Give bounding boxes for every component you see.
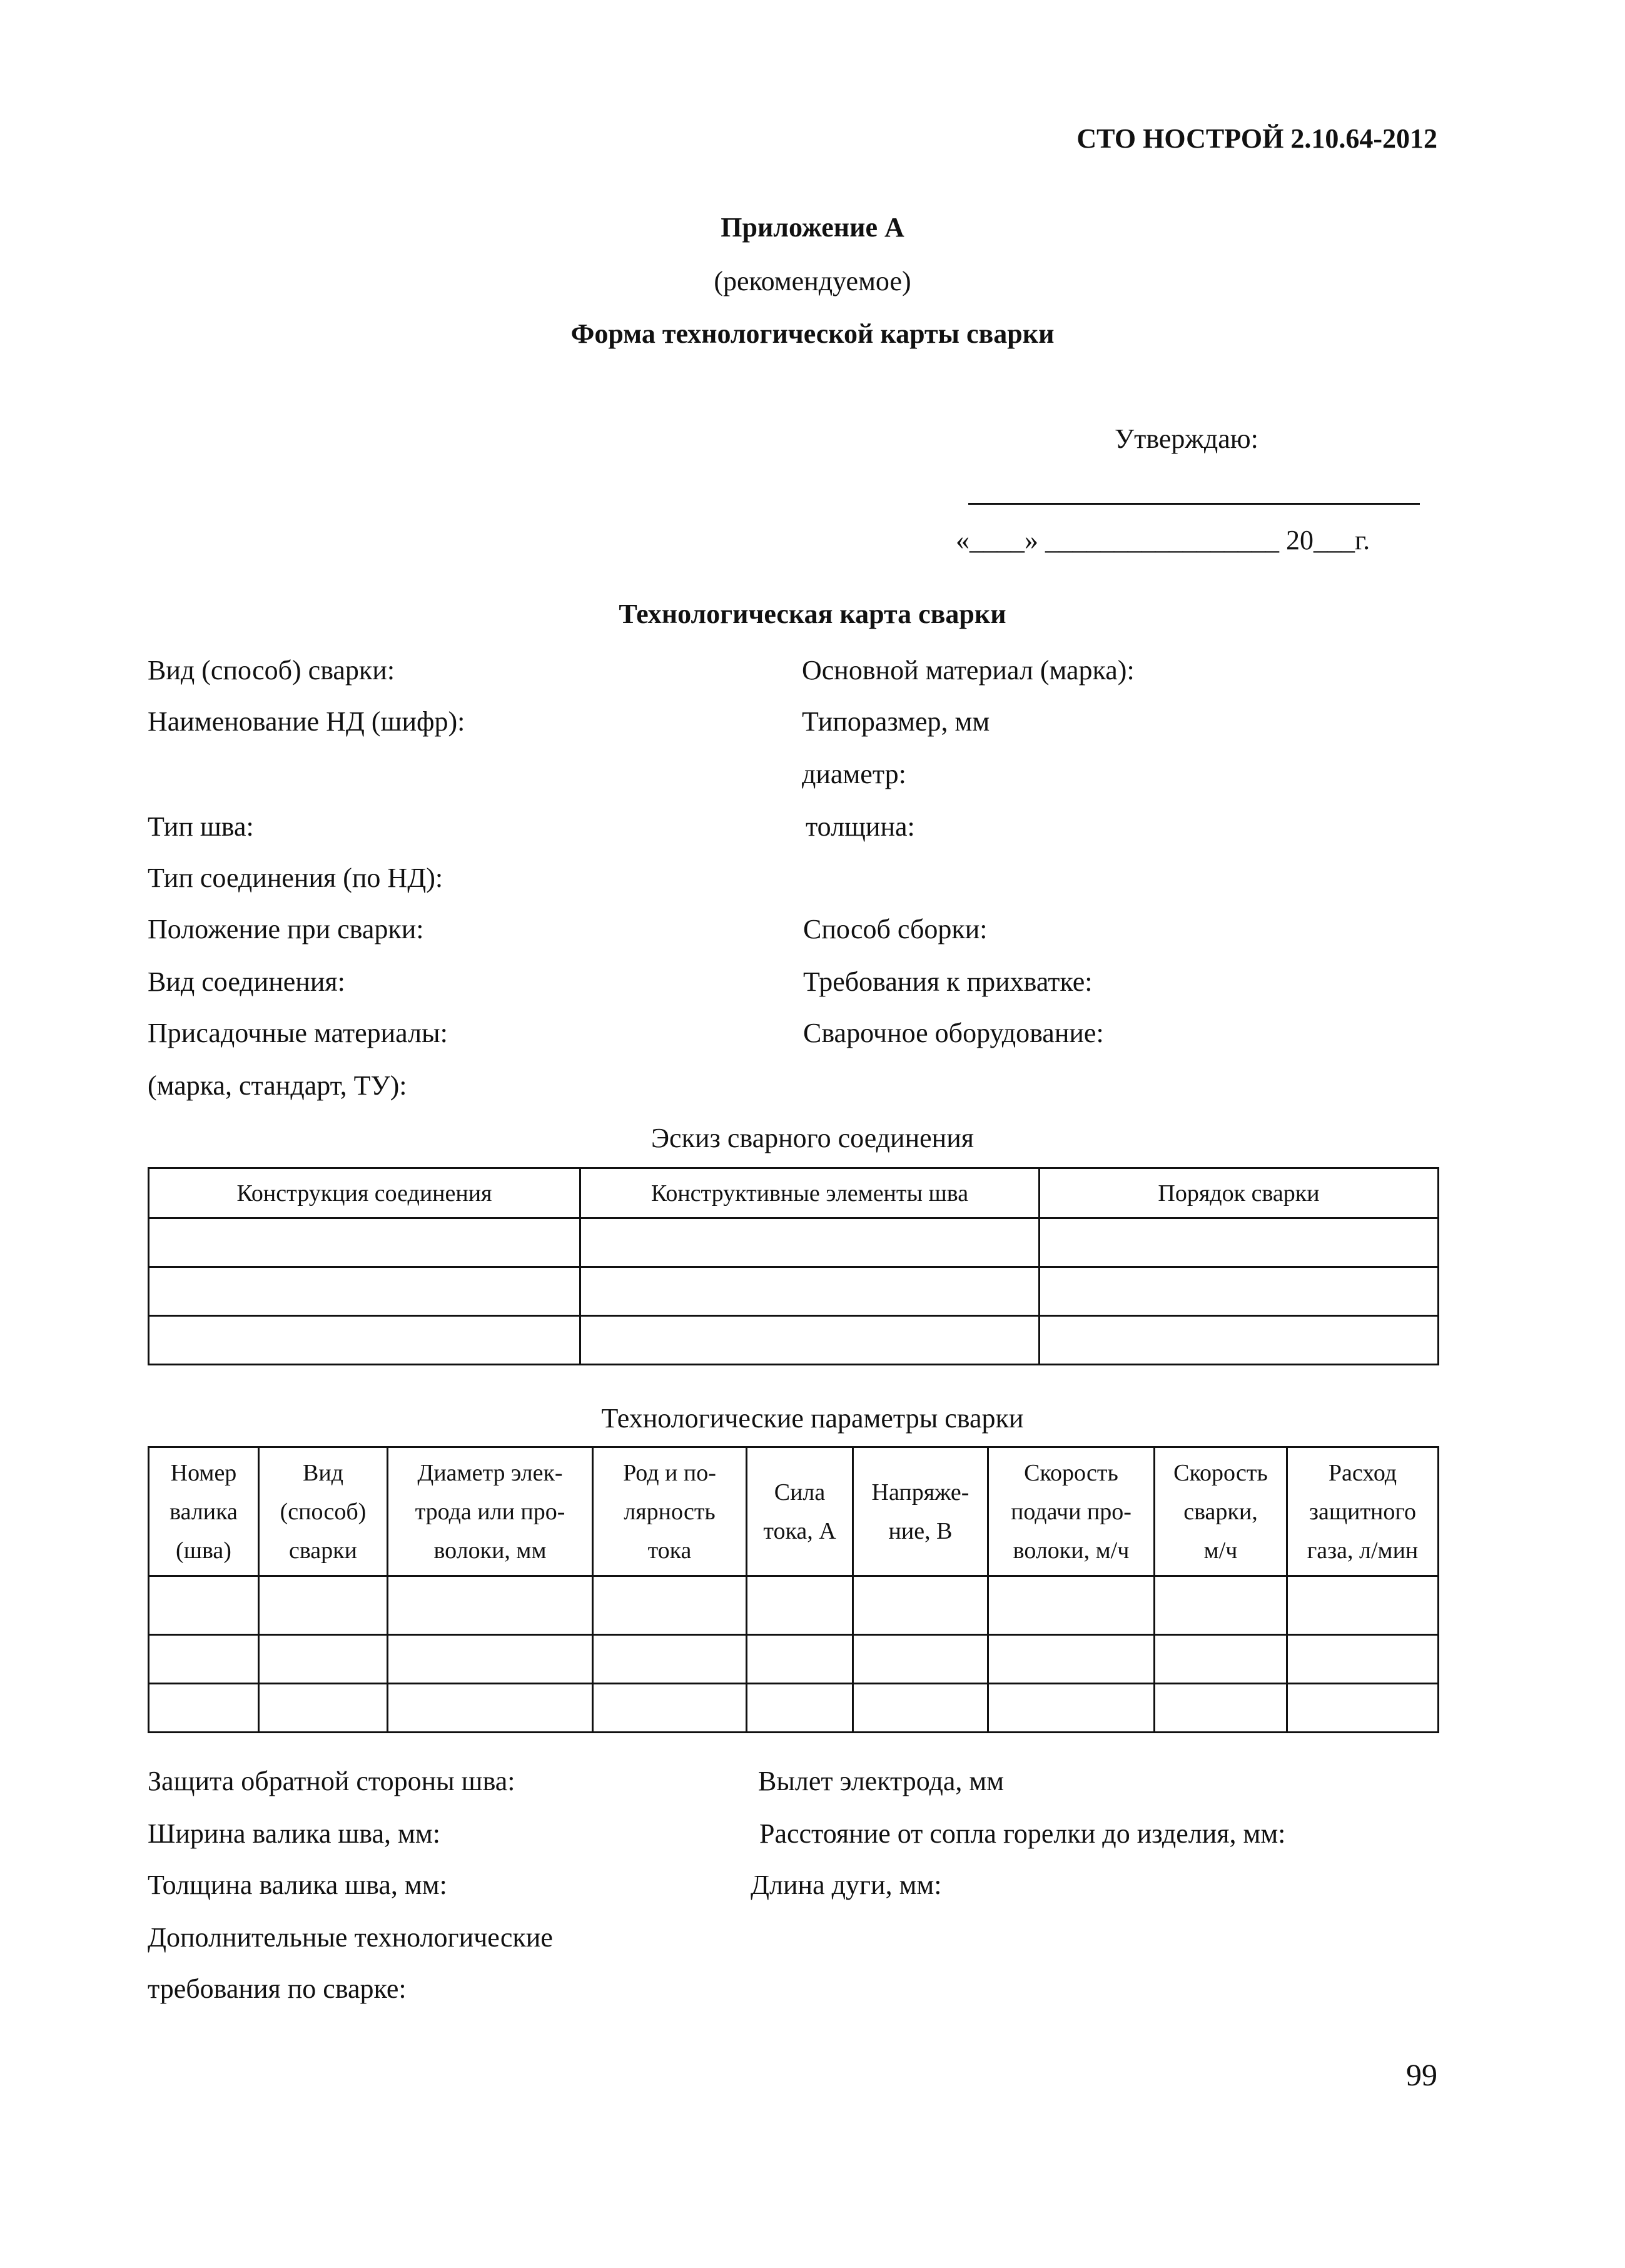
params-col-gas-flow: Расход защитного газа, л/мин [1287,1447,1439,1576]
field-arc-length: Длина дуги, мм: [751,1870,942,1900]
field-normative-doc: Наименование НД (шифр): [148,706,465,737]
field-size: Типоразмер, мм [802,706,990,737]
table-cell [853,1576,988,1635]
form-title: Форма технологической карты сварки [570,318,1055,349]
table-cell [149,1267,580,1316]
table-cell [593,1635,747,1684]
field-welding-equipment: Сварочное оборудование: [803,1018,1104,1048]
table-cell [388,1684,593,1733]
field-base-material: Основной материал (марка): [802,655,1135,686]
approval-label: Утверждаю: [1115,423,1258,454]
table-cell [988,1635,1155,1684]
table-cell [149,1316,580,1365]
field-additional-requirements: Дополнительные технологические [148,1922,553,1953]
document-code: СТО НОСТРОЙ 2.10.64-2012 [1076,123,1437,154]
field-tack-requirements: Требования к прихватке: [803,966,1093,997]
field-back-protection: Защита обратной стороны шва: [148,1766,515,1796]
params-col-bead-number: Номер валика (шва) [149,1447,259,1576]
table-row [149,1267,1439,1316]
table-cell [988,1576,1155,1635]
field-welding-position: Положение при сварки: [148,914,424,944]
table-cell [747,1576,853,1635]
params-col-welding-speed: Скорость сварки, м/ч [1155,1447,1287,1576]
field-diameter: диаметр: [802,759,906,789]
table-cell [853,1684,988,1733]
field-thickness: толщина: [806,811,915,842]
sketch-col-construction: Конструкция соединения [149,1168,580,1218]
table-row [149,1635,1439,1684]
table-cell [149,1635,259,1684]
table-cell [149,1576,259,1635]
field-connection-kind: Вид соединения: [148,966,345,997]
approval-date-line: «____» _________________ 20___г. [956,525,1370,555]
params-col-voltage: Напряже- ние, В [853,1447,988,1576]
field-bead-width: Ширина валика шва, мм: [148,1818,440,1849]
table-cell [580,1218,1040,1267]
field-seam-type: Тип шва: [148,811,254,842]
table-cell [1287,1635,1439,1684]
table-cell [259,1635,388,1684]
table-cell [149,1684,259,1733]
approval-signature-line [968,503,1420,505]
params-caption: Технологические параметры сварки [601,1403,1024,1434]
table-cell [593,1684,747,1733]
params-col-current: Сила тока, А [747,1447,853,1576]
table-cell [1040,1218,1439,1267]
table-cell [853,1635,988,1684]
table-cell [593,1576,747,1635]
field-filler-materials: Присадочные материалы: [148,1018,448,1048]
sketch-caption: Эскиз сварного соединения [651,1123,974,1153]
table-cell [1040,1267,1439,1316]
params-col-electrode-diameter: Диаметр элек- трода или про- волоки, мм [388,1447,593,1576]
table-row [149,1684,1439,1733]
table-row [149,1218,1439,1267]
table-cell [1040,1316,1439,1365]
appendix-status: (рекомендуемое) [714,266,911,296]
table-cell [1155,1684,1287,1733]
table-cell [1155,1576,1287,1635]
field-assembly-method: Способ сборки: [803,914,988,944]
table-row [149,1316,1439,1365]
params-col-wire-feed-speed: Скорость подачи про- волоки, м/ч [988,1447,1155,1576]
table-cell [580,1316,1040,1365]
sketch-col-elements: Конструктивные элементы шва [580,1168,1040,1218]
table-row [149,1576,1439,1635]
field-joint-type: Тип соединения (по НД): [148,863,443,893]
card-title: Технологическая карта сварки [619,599,1006,629]
field-welding-method: Вид (способ) сварки: [148,655,395,686]
field-filler-grade: (марка, стандарт, ТУ): [148,1070,407,1101]
field-additional-requirements-cont: требования по сварке: [148,1973,407,2004]
sketch-table [148,1167,1439,1365]
table-cell [149,1218,580,1267]
table-cell [388,1576,593,1635]
table-cell [388,1635,593,1684]
table-cell [1155,1635,1287,1684]
page-number: 99 [1406,2057,1437,2092]
field-nozzle-distance: Расстояние от сопла горелки до изделия, мм: [759,1818,1286,1849]
field-bead-thickness: Толщина валика шва, мм: [148,1870,447,1900]
params-table [148,1446,1439,1733]
table-cell [747,1684,853,1733]
params-col-welding-method: Вид (способ) сварки [259,1447,388,1576]
table-cell [747,1635,853,1684]
field-electrode-stickout: Вылет электрода, мм [758,1766,1005,1796]
params-col-current-polarity: Род и по- лярность тока [593,1447,747,1576]
table-cell [580,1267,1040,1316]
table-cell [259,1684,388,1733]
table-cell [259,1576,388,1635]
table-cell [1287,1576,1439,1635]
table-cell [988,1684,1155,1733]
appendix-title: Приложение А [721,212,904,243]
sketch-col-order: Порядок сварки [1040,1168,1439,1218]
table-cell [1287,1684,1439,1733]
